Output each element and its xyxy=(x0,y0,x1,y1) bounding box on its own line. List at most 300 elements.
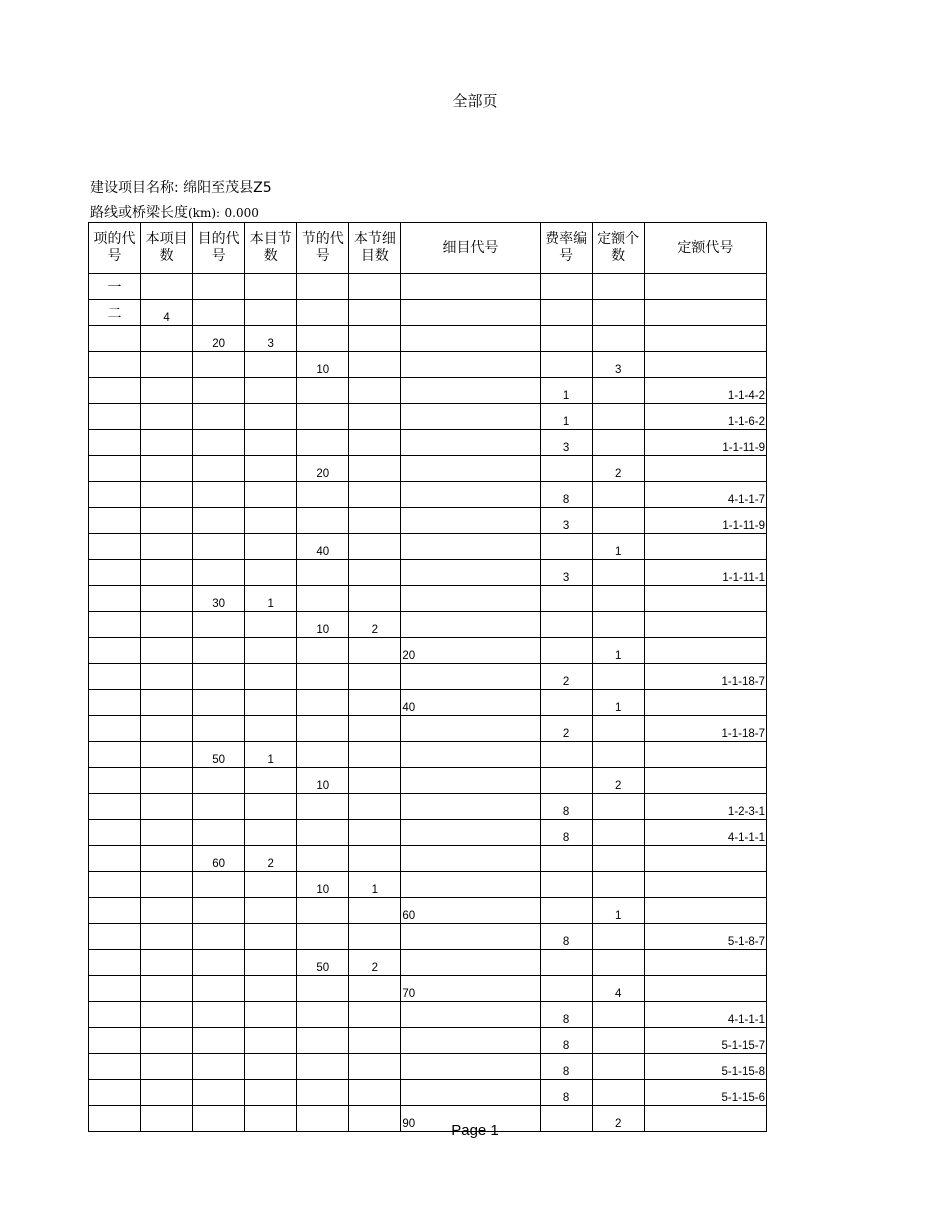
table-cell xyxy=(245,1080,297,1106)
table-cell xyxy=(349,690,401,716)
table-cell xyxy=(540,690,592,716)
table-cell xyxy=(349,846,401,872)
table-cell xyxy=(592,716,644,742)
table-cell xyxy=(193,430,245,456)
table-cell xyxy=(297,404,349,430)
table-cell xyxy=(89,976,141,1002)
table-cell xyxy=(644,950,766,976)
table-cell: 1 xyxy=(245,586,297,612)
table-cell xyxy=(89,846,141,872)
table-cell xyxy=(644,326,766,352)
table-cell xyxy=(89,690,141,716)
table-cell: 8 xyxy=(540,1080,592,1106)
table-cell xyxy=(89,612,141,638)
table-cell xyxy=(592,846,644,872)
table-cell xyxy=(401,586,540,612)
table-cell xyxy=(141,612,193,638)
table-cell xyxy=(89,742,141,768)
table-header-row xyxy=(89,223,767,274)
table-cell xyxy=(349,586,401,612)
table-cell: 3 xyxy=(540,430,592,456)
table-cell xyxy=(297,586,349,612)
table-cell: 2 xyxy=(349,612,401,638)
table-cell xyxy=(89,638,141,664)
table-cell xyxy=(193,690,245,716)
table-cell xyxy=(193,404,245,430)
table-cell: 1 xyxy=(592,638,644,664)
table-row xyxy=(89,1028,767,1054)
table-cell: 1 xyxy=(540,378,592,404)
table-cell xyxy=(540,976,592,1002)
table-cell: 5-1-8-7 xyxy=(644,924,766,950)
table-cell xyxy=(193,924,245,950)
table-cell xyxy=(644,456,766,482)
project-name-line xyxy=(90,177,272,197)
table-cell xyxy=(89,872,141,898)
table-row xyxy=(89,768,767,794)
table-cell: 8 xyxy=(540,924,592,950)
table-row xyxy=(89,560,767,586)
table-cell xyxy=(193,768,245,794)
table-cell xyxy=(245,612,297,638)
table-cell xyxy=(141,534,193,560)
table-cell xyxy=(141,976,193,1002)
table-cell xyxy=(401,326,540,352)
table-cell: 5-1-15-8 xyxy=(644,1054,766,1080)
table-cell xyxy=(297,664,349,690)
table-cell xyxy=(89,456,141,482)
table-cell: 40 xyxy=(401,690,540,716)
table-cell: 二 xyxy=(89,300,141,326)
table-cell xyxy=(401,768,540,794)
page-title: 全部页 xyxy=(452,92,498,110)
table-cell xyxy=(401,1080,540,1106)
table-cell xyxy=(592,872,644,898)
table-cell xyxy=(349,742,401,768)
table-cell xyxy=(141,274,193,300)
table-cell: 8 xyxy=(540,820,592,846)
table-cell xyxy=(141,716,193,742)
table-cell xyxy=(540,326,592,352)
table-row xyxy=(89,820,767,846)
table-cell xyxy=(592,404,644,430)
table-cell xyxy=(592,794,644,820)
table-cell xyxy=(349,820,401,846)
table-cell xyxy=(141,430,193,456)
table-row xyxy=(89,456,767,482)
table-cell xyxy=(401,664,540,690)
table-cell xyxy=(349,664,401,690)
table-cell xyxy=(193,898,245,924)
table-cell xyxy=(540,300,592,326)
table-cell: 2 xyxy=(540,716,592,742)
table-cell xyxy=(245,378,297,404)
table-cell xyxy=(245,300,297,326)
table-cell xyxy=(141,482,193,508)
table-cell xyxy=(401,404,540,430)
table-row xyxy=(89,508,767,534)
table-cell xyxy=(193,872,245,898)
table-cell xyxy=(592,1080,644,1106)
table-cell: 20 xyxy=(401,638,540,664)
table-cell xyxy=(592,508,644,534)
table-cell xyxy=(297,794,349,820)
table-cell xyxy=(644,690,766,716)
table-cell xyxy=(401,534,540,560)
table-cell xyxy=(193,1002,245,1028)
table-cell xyxy=(297,1080,349,1106)
table-cell xyxy=(401,352,540,378)
table-cell xyxy=(644,534,766,560)
table-cell xyxy=(89,1028,141,1054)
table-cell xyxy=(89,326,141,352)
table-cell: 3 xyxy=(540,508,592,534)
table-row xyxy=(89,612,767,638)
table-cell xyxy=(193,820,245,846)
table-cell xyxy=(245,404,297,430)
table-cell xyxy=(141,1002,193,1028)
table-row xyxy=(89,274,767,300)
table-cell xyxy=(644,586,766,612)
table-cell xyxy=(89,482,141,508)
table-cell xyxy=(193,638,245,664)
table-cell xyxy=(540,586,592,612)
table-cell xyxy=(401,716,540,742)
table-cell: 8 xyxy=(540,1028,592,1054)
page-footer: Page 1 xyxy=(451,1122,499,1139)
table-cell xyxy=(592,820,644,846)
table-cell xyxy=(644,300,766,326)
table-cell xyxy=(401,300,540,326)
table-cell xyxy=(193,976,245,1002)
table-cell xyxy=(141,872,193,898)
table-row xyxy=(89,378,767,404)
table-cell: 8 xyxy=(540,794,592,820)
table-cell xyxy=(401,950,540,976)
length-label: 路线或桥梁长度 xyxy=(90,205,188,221)
table-cell xyxy=(644,274,766,300)
table-cell xyxy=(297,1002,349,1028)
table-cell: 10 xyxy=(297,768,349,794)
table-cell xyxy=(141,586,193,612)
table-cell xyxy=(349,716,401,742)
table-cell xyxy=(540,352,592,378)
table-cell xyxy=(297,1054,349,1080)
table-cell xyxy=(644,768,766,794)
table-cell xyxy=(89,352,141,378)
table-row xyxy=(89,482,767,508)
table-cell xyxy=(89,1054,141,1080)
table-cell xyxy=(89,950,141,976)
table-row xyxy=(89,794,767,820)
column-header: 节的代号 xyxy=(297,223,349,274)
table-cell xyxy=(349,924,401,950)
table-cell xyxy=(141,742,193,768)
table-cell xyxy=(141,898,193,924)
table-cell: 70 xyxy=(401,976,540,1002)
table-cell: 8 xyxy=(540,482,592,508)
column-header: 本目节数 xyxy=(245,223,297,274)
column-header: 本节细目数 xyxy=(349,223,401,274)
table-cell: 1 xyxy=(540,404,592,430)
length-unit: (km): xyxy=(188,206,221,220)
table-cell xyxy=(644,846,766,872)
table-cell xyxy=(141,638,193,664)
table-cell xyxy=(349,378,401,404)
table-row xyxy=(89,326,767,352)
table-cell xyxy=(141,794,193,820)
table-cell xyxy=(644,638,766,664)
table-cell xyxy=(245,794,297,820)
table-cell xyxy=(540,950,592,976)
table-cell xyxy=(245,456,297,482)
route-length-line xyxy=(90,202,259,222)
column-header: 定额代号 xyxy=(644,223,766,274)
table-cell xyxy=(297,924,349,950)
table-cell xyxy=(540,742,592,768)
table-cell xyxy=(297,560,349,586)
table-cell xyxy=(401,924,540,950)
column-header: 费率编号 xyxy=(540,223,592,274)
table-cell xyxy=(245,1028,297,1054)
table-row xyxy=(89,846,767,872)
table-cell: 2 xyxy=(245,846,297,872)
table-cell xyxy=(592,300,644,326)
table-cell xyxy=(193,508,245,534)
table-cell xyxy=(141,846,193,872)
table-cell xyxy=(193,560,245,586)
table-cell xyxy=(349,1054,401,1080)
table-cell: 60 xyxy=(401,898,540,924)
table-cell: 90 xyxy=(401,1106,540,1132)
table-cell xyxy=(592,924,644,950)
table-row xyxy=(89,872,767,898)
table-cell xyxy=(89,404,141,430)
table-cell xyxy=(349,352,401,378)
table-cell xyxy=(245,1002,297,1028)
table-cell xyxy=(245,950,297,976)
table-cell: 4 xyxy=(141,300,193,326)
table-cell xyxy=(89,586,141,612)
table-cell xyxy=(141,1028,193,1054)
column-header: 目的代号 xyxy=(193,223,245,274)
table-cell xyxy=(592,742,644,768)
table-row xyxy=(89,924,767,950)
table-cell xyxy=(193,534,245,560)
table-cell xyxy=(193,794,245,820)
table-cell xyxy=(141,690,193,716)
table-cell: 60 xyxy=(193,846,245,872)
table-cell: 20 xyxy=(193,326,245,352)
table-cell xyxy=(540,456,592,482)
table-cell xyxy=(349,898,401,924)
table-cell xyxy=(141,352,193,378)
table-cell xyxy=(297,482,349,508)
table-row xyxy=(89,1002,767,1028)
table-cell xyxy=(349,1080,401,1106)
table-cell xyxy=(592,1028,644,1054)
table-cell xyxy=(349,976,401,1002)
column-header: 细目代号 xyxy=(401,223,540,274)
table-cell: 1-1-4-2 xyxy=(644,378,766,404)
table-cell xyxy=(193,1028,245,1054)
table-cell xyxy=(193,1080,245,1106)
column-header: 项的代号 xyxy=(89,223,141,274)
table-cell xyxy=(297,820,349,846)
table-cell xyxy=(592,612,644,638)
table-cell xyxy=(141,1054,193,1080)
table-row xyxy=(89,716,767,742)
table-cell xyxy=(349,326,401,352)
table-cell xyxy=(297,508,349,534)
table-row xyxy=(89,690,767,716)
table-cell xyxy=(401,1028,540,1054)
table-cell xyxy=(349,560,401,586)
table-cell xyxy=(592,560,644,586)
table-cell: 8 xyxy=(540,1002,592,1028)
table-cell xyxy=(245,690,297,716)
table-cell: 2 xyxy=(540,664,592,690)
table-cell xyxy=(644,742,766,768)
table-cell: 2 xyxy=(592,456,644,482)
table-cell xyxy=(401,378,540,404)
table-cell xyxy=(245,924,297,950)
table-cell xyxy=(401,794,540,820)
table-row xyxy=(89,1080,767,1106)
table-cell xyxy=(401,430,540,456)
table-cell xyxy=(141,326,193,352)
table-cell xyxy=(644,976,766,1002)
table-cell xyxy=(349,482,401,508)
table-cell xyxy=(245,898,297,924)
table-cell: 2 xyxy=(349,950,401,976)
table-cell xyxy=(297,690,349,716)
table-cell xyxy=(89,560,141,586)
table-cell xyxy=(297,898,349,924)
table-cell: 1-1-11-9 xyxy=(644,508,766,534)
table-cell xyxy=(401,274,540,300)
table-cell xyxy=(89,378,141,404)
table-cell xyxy=(644,612,766,638)
table-cell: 40 xyxy=(297,534,349,560)
table-cell xyxy=(592,326,644,352)
table-row xyxy=(89,664,767,690)
table-cell xyxy=(141,560,193,586)
table-cell xyxy=(297,742,349,768)
table-cell xyxy=(592,1054,644,1080)
column-header: 定额个数 xyxy=(592,223,644,274)
table-cell xyxy=(89,768,141,794)
table-row xyxy=(89,352,767,378)
table-cell xyxy=(349,430,401,456)
table-cell xyxy=(349,794,401,820)
table-cell xyxy=(245,482,297,508)
table-cell xyxy=(89,794,141,820)
table-row xyxy=(89,586,767,612)
table-cell: 4-1-1-1 xyxy=(644,820,766,846)
table-cell xyxy=(592,430,644,456)
table-cell xyxy=(349,300,401,326)
table-cell xyxy=(644,872,766,898)
table-cell: 一 xyxy=(89,274,141,300)
table-cell xyxy=(141,924,193,950)
table-cell: 4 xyxy=(592,976,644,1002)
table-row xyxy=(89,950,767,976)
table-cell xyxy=(297,638,349,664)
table-cell xyxy=(89,1002,141,1028)
table-cell: 1 xyxy=(245,742,297,768)
table-cell xyxy=(245,560,297,586)
table-cell xyxy=(349,534,401,560)
table-cell xyxy=(349,404,401,430)
table-cell xyxy=(644,352,766,378)
length-value: 0.000 xyxy=(224,206,259,220)
table-row xyxy=(89,534,767,560)
table-cell xyxy=(89,820,141,846)
table-cell xyxy=(89,534,141,560)
table-cell xyxy=(401,1054,540,1080)
table-cell: 1-1-18-7 xyxy=(644,716,766,742)
table-cell xyxy=(349,1002,401,1028)
table-cell: 1-1-18-7 xyxy=(644,664,766,690)
table-cell xyxy=(141,378,193,404)
table-cell xyxy=(401,482,540,508)
table-cell xyxy=(349,508,401,534)
table-cell xyxy=(245,768,297,794)
table-cell xyxy=(297,378,349,404)
table-cell xyxy=(245,430,297,456)
table-cell xyxy=(193,352,245,378)
table-cell xyxy=(592,1002,644,1028)
table-cell xyxy=(89,716,141,742)
table-cell xyxy=(401,742,540,768)
table-row xyxy=(89,898,767,924)
table-cell xyxy=(540,846,592,872)
table-cell xyxy=(141,664,193,690)
column-header: 本项目数 xyxy=(141,223,193,274)
table-cell xyxy=(297,274,349,300)
table-cell xyxy=(401,820,540,846)
table-cell xyxy=(245,820,297,846)
table-cell: 1 xyxy=(592,534,644,560)
table-cell xyxy=(349,456,401,482)
table-cell xyxy=(540,534,592,560)
project-label: 建设项目名称: xyxy=(90,180,179,196)
table-cell xyxy=(592,586,644,612)
table-cell xyxy=(89,664,141,690)
table-cell: 1 xyxy=(592,898,644,924)
table-row xyxy=(89,430,767,456)
table-cell: 1-2-3-1 xyxy=(644,794,766,820)
table-cell xyxy=(540,274,592,300)
table-cell: 5-1-15-6 xyxy=(644,1080,766,1106)
table-cell: 4-1-1-7 xyxy=(644,482,766,508)
table-cell xyxy=(592,950,644,976)
table-cell xyxy=(141,404,193,430)
table-cell xyxy=(401,508,540,534)
table-row xyxy=(89,1054,767,1080)
table-cell xyxy=(245,274,297,300)
table-cell xyxy=(297,300,349,326)
table-cell xyxy=(349,768,401,794)
table-cell xyxy=(540,638,592,664)
project-name: 绵阳至茂县Z5 xyxy=(183,180,272,196)
table-cell: 1-1-11-9 xyxy=(644,430,766,456)
table-cell xyxy=(193,612,245,638)
table-cell xyxy=(592,664,644,690)
table-cell xyxy=(245,508,297,534)
table-cell xyxy=(193,1054,245,1080)
